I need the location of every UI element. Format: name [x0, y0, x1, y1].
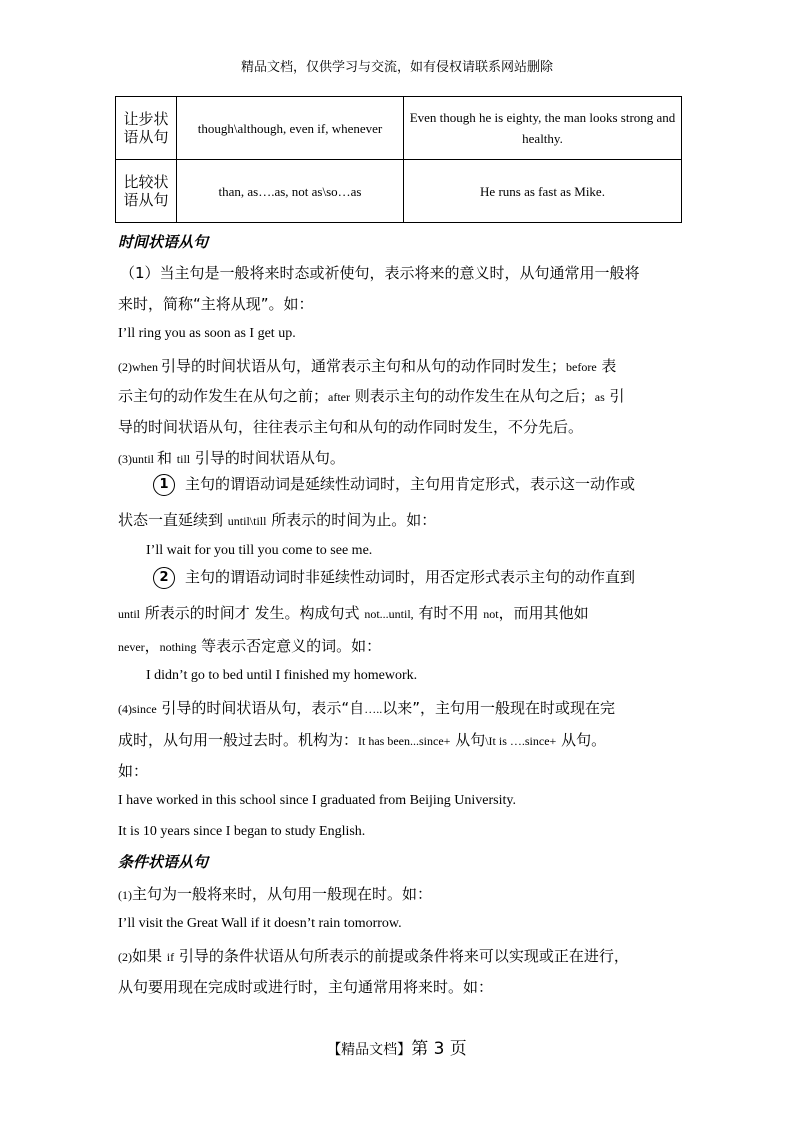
- example-sentence: I’ll visit the Great Wall if it doesn’t rain tomorrow.: [118, 916, 402, 931]
- clause-type-cell: 比较状语从句: [116, 160, 177, 223]
- text: 状态一直延续到: [118, 511, 228, 529]
- paragraph-line: 导的时间状语从句，往往表示主句和从句的动作同时发生，不分先后。: [118, 418, 584, 436]
- term: (3)until: [118, 452, 157, 466]
- text: 引导的条件状语从句所表示的前提或条件将来可以实现或正在进行，: [174, 947, 629, 965]
- term: as: [594, 390, 605, 404]
- table-row: [116, 97, 682, 160]
- example-cell: He runs as fast as Mike.: [404, 160, 682, 223]
- paragraph-line: [118, 635, 381, 656]
- paragraph-line: [118, 447, 345, 468]
- paragraph-line: [118, 385, 625, 406]
- text: 和: [157, 449, 177, 467]
- paragraph-line: [118, 883, 432, 904]
- text: 表: [596, 357, 617, 375]
- text: 引导的时间状语从句。: [190, 449, 345, 467]
- text: 有时不用: [413, 604, 484, 622]
- example-sentence: I didn’t go to bed until I finished my homework.: [146, 668, 418, 683]
- page-number: 第 3 页: [411, 1039, 467, 1059]
- term: not: [483, 607, 499, 621]
- term: It has been...since+: [358, 734, 451, 748]
- text: 主句的谓语动词时非延续性动词时，用否定形式表示主句的动作直到: [185, 568, 636, 586]
- circled-number-2: 2: [153, 567, 175, 589]
- text: 如果: [132, 947, 167, 965]
- paragraph-line: [153, 473, 635, 496]
- term: \It is ….since+: [485, 734, 557, 748]
- paragraph-line: 从句要用现在完成时或进行时，主句通常用将来时。如：: [118, 978, 494, 996]
- paragraph-line: （1）当主句是一般将来时态或祈使句，表示将来的意义时，从句通常用一般将: [120, 264, 640, 282]
- page-footer: [0, 1034, 794, 1059]
- term: never: [118, 640, 145, 654]
- table-row: [116, 160, 682, 223]
- example-sentence: I’ll ring you as soon as I get up.: [118, 326, 296, 341]
- term: nothing: [159, 640, 197, 654]
- text: 所表示的时间才 发生。构成句式: [140, 604, 365, 622]
- example-sentence: I have worked in this school since I graduated from Beijing University.: [118, 793, 516, 808]
- term: until: [118, 607, 141, 621]
- text: 引导的时间状语从句，通常表示主句和从句的动作同时发生；: [160, 357, 566, 375]
- text: 从句。: [556, 731, 607, 749]
- paragraph-line: 如：: [118, 762, 149, 780]
- conjunction-cell: than, as….as, not as\so…as: [177, 160, 404, 223]
- section-heading-time: 时间状语从句: [118, 233, 209, 251]
- text: 引: [604, 387, 625, 405]
- text: 成时，从句用一般过去时。机构为：: [118, 731, 359, 749]
- text: 则表示主句的动作发生在从句之后；: [350, 387, 595, 405]
- text: 所表示的时间为止。如：: [266, 511, 437, 529]
- paragraph-line: 来时，简称“主将从现”。如：: [118, 295, 314, 313]
- text: 等表示否定意义的词。如：: [196, 637, 382, 655]
- term: till: [176, 452, 191, 466]
- text: 引导的时间状语从句，表示“自: [156, 699, 365, 717]
- term: (1): [118, 888, 132, 902]
- paragraph-line: [118, 945, 629, 966]
- paragraph-line: [118, 509, 436, 530]
- paragraph-line: [118, 355, 616, 376]
- example-sentence: It is 10 years since I began to study English.: [118, 824, 366, 839]
- text: 主句的谓语动词是延续性动词时，主句用肯定形式，表示这一动作或: [185, 475, 636, 493]
- text: ，而用其他如: [498, 604, 589, 622]
- circled-number-1: 1: [153, 474, 175, 496]
- paragraph-line: [118, 729, 606, 750]
- term: …..: [364, 702, 383, 716]
- clause-table: [115, 96, 682, 223]
- conjunction-cell: though\although, even if, whenever: [177, 97, 404, 160]
- term: before: [566, 360, 597, 374]
- text: 从句: [450, 731, 486, 749]
- term: (4)since: [118, 702, 157, 716]
- term: not...until,: [364, 607, 414, 621]
- footer-tag: 【精品文档】: [327, 1042, 412, 1058]
- page-header: 精品文档，仅供学习与交流，如有侵权请联系网站删除: [240, 60, 553, 75]
- text: 以来”，主句用一般现在时或现在完: [382, 699, 615, 717]
- section-heading-condition: 条件状语从句: [118, 853, 209, 871]
- example-cell: Even though he is eighty, the man looks strong and healthy.: [404, 97, 682, 160]
- example-sentence: I’ll wait for you till you come to see me.: [146, 543, 373, 558]
- term: if: [166, 950, 175, 964]
- text: ，: [144, 637, 160, 655]
- term: (2)when: [118, 360, 161, 374]
- term: after: [328, 390, 350, 404]
- paragraph-line: [153, 566, 635, 589]
- paragraph-line: [118, 697, 615, 718]
- term: (2): [118, 950, 132, 964]
- text: 示主句的动作发生在从句之前；: [118, 387, 329, 405]
- paragraph-line: [118, 602, 589, 623]
- text: 主句为一般将来时，从句用一般现在时。如：: [132, 885, 433, 903]
- term: until\till: [227, 514, 267, 528]
- clause-type-cell: 让步状语从句: [116, 97, 177, 160]
